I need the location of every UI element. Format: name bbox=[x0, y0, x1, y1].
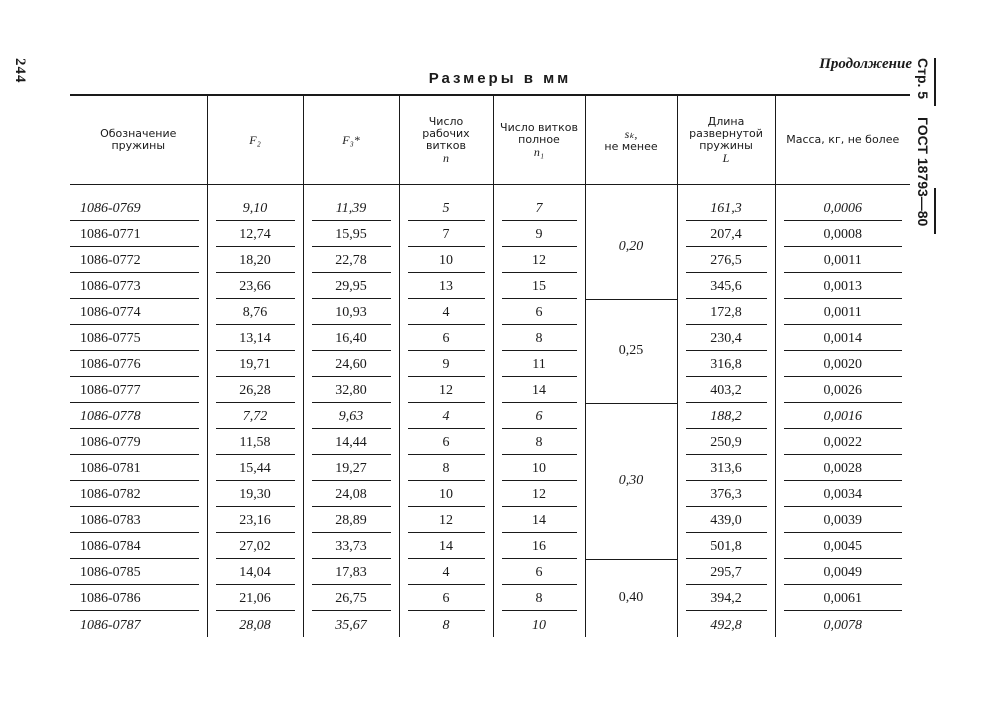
cell-total-coils-value: 16 bbox=[502, 536, 577, 559]
cell-designation-value: 1086-0785 bbox=[70, 562, 199, 585]
cell-length bbox=[677, 403, 775, 429]
cell-f3 bbox=[303, 377, 399, 403]
cell-length bbox=[677, 377, 775, 403]
cell-mass bbox=[775, 221, 910, 247]
cell-working-coils-value: 7 bbox=[408, 224, 485, 247]
cell-working-coils bbox=[399, 221, 493, 247]
cell-mass bbox=[775, 585, 910, 611]
header-f2 bbox=[207, 95, 303, 185]
cell-mass-value: 0,0049 bbox=[784, 562, 903, 585]
cell-total-coils-value: 8 bbox=[502, 328, 577, 351]
cell-designation-value: 1086-0769 bbox=[70, 198, 199, 221]
cell-f2 bbox=[207, 611, 303, 637]
cell-f2 bbox=[207, 377, 303, 403]
cell-total-coils bbox=[493, 403, 585, 429]
cell-total-coils-value: 12 bbox=[502, 484, 577, 507]
cell-total-coils-value: 12 bbox=[502, 250, 577, 273]
table-row bbox=[70, 507, 910, 533]
cell-designation-value: 1086-0782 bbox=[70, 484, 199, 507]
cell-length-value: 376,3 bbox=[686, 484, 767, 507]
cell-length bbox=[677, 533, 775, 559]
cell-total-coils bbox=[493, 247, 585, 273]
cell-total-coils-value: 10 bbox=[502, 458, 577, 481]
cell-working-coils bbox=[399, 377, 493, 403]
cell-f3-value: 29,95 bbox=[312, 276, 391, 299]
header-total-coils-label: Число витков полное bbox=[500, 120, 578, 146]
header-working-coils bbox=[399, 95, 493, 185]
cell-mass-value: 0,0022 bbox=[784, 432, 903, 455]
cell-f3-value: 9,63 bbox=[312, 406, 391, 429]
cell-f2 bbox=[207, 325, 303, 351]
cell-mass-value: 0,0016 bbox=[784, 406, 903, 429]
page-number: 244 bbox=[12, 58, 28, 84]
cell-sk-group: 0,40 bbox=[585, 559, 677, 637]
cell-mass bbox=[775, 351, 910, 377]
cell-f2-value: 12,74 bbox=[216, 224, 295, 247]
cell-mass-value: 0,0011 bbox=[784, 302, 903, 325]
table-row bbox=[70, 377, 910, 403]
cell-f3 bbox=[303, 559, 399, 585]
cell-f2-value: 23,16 bbox=[216, 510, 295, 533]
cell-mass bbox=[775, 299, 910, 325]
cell-designation bbox=[70, 273, 207, 299]
cell-f2-value: 19,30 bbox=[216, 484, 295, 507]
cell-mass-value: 0,0011 bbox=[784, 250, 903, 273]
cell-f2 bbox=[207, 455, 303, 481]
cell-f3 bbox=[303, 299, 399, 325]
cell-mass-value: 0,0014 bbox=[784, 328, 903, 351]
cell-length-value: 188,2 bbox=[686, 406, 767, 429]
table-row bbox=[70, 247, 910, 273]
cell-designation bbox=[70, 247, 207, 273]
cell-length-value: 230,4 bbox=[686, 328, 767, 351]
cell-working-coils-value: 4 bbox=[408, 302, 485, 325]
header-working-coils-symbol: n bbox=[443, 150, 449, 165]
side-header-page: Стр. 5 bbox=[915, 58, 931, 100]
table-row bbox=[70, 273, 910, 299]
cell-f2 bbox=[207, 403, 303, 429]
cell-mass-value: 0,0028 bbox=[784, 458, 903, 481]
cell-f2-value: 26,28 bbox=[216, 380, 295, 403]
cell-mass bbox=[775, 185, 910, 222]
header-f2-label: F₂ bbox=[249, 132, 261, 147]
cell-total-coils bbox=[493, 185, 585, 222]
cell-length bbox=[677, 325, 775, 351]
dimensions-title: Размеры в мм bbox=[428, 70, 572, 87]
cell-designation bbox=[70, 611, 207, 637]
table-row bbox=[70, 325, 910, 351]
cell-total-coils bbox=[493, 611, 585, 637]
cell-working-coils-value: 14 bbox=[408, 536, 485, 559]
header-length bbox=[677, 95, 775, 185]
cell-f2 bbox=[207, 299, 303, 325]
cell-f2-value: 8,76 bbox=[216, 302, 295, 325]
cell-f3-value: 35,67 bbox=[335, 618, 367, 633]
cell-mass bbox=[775, 481, 910, 507]
cell-mass-value: 0,0013 bbox=[784, 276, 903, 299]
cell-f2 bbox=[207, 247, 303, 273]
cell-f3-value: 19,27 bbox=[312, 458, 391, 481]
cell-working-coils bbox=[399, 507, 493, 533]
cell-mass bbox=[775, 247, 910, 273]
cell-f3 bbox=[303, 481, 399, 507]
cell-working-coils bbox=[399, 429, 493, 455]
cell-mass bbox=[775, 507, 910, 533]
cell-designation-value: 1086-0781 bbox=[70, 458, 199, 481]
cell-designation bbox=[70, 377, 207, 403]
cell-length-value: 295,7 bbox=[686, 562, 767, 585]
cell-f2 bbox=[207, 221, 303, 247]
cell-total-coils bbox=[493, 455, 585, 481]
cell-length-value: 394,2 bbox=[686, 588, 767, 611]
cell-f3 bbox=[303, 247, 399, 273]
cell-designation bbox=[70, 533, 207, 559]
cell-working-coils-value: 4 bbox=[408, 562, 485, 585]
table-header-row bbox=[70, 95, 910, 185]
cell-f2 bbox=[207, 185, 303, 222]
header-f3 bbox=[303, 95, 399, 185]
cell-length-value: 161,3 bbox=[686, 198, 767, 221]
cell-mass-value: 0,0026 bbox=[784, 380, 903, 403]
cell-f2-value: 15,44 bbox=[216, 458, 295, 481]
cell-f2-value: 13,14 bbox=[216, 328, 295, 351]
header-total-coils-symbol: n₁ bbox=[533, 144, 545, 159]
table-row bbox=[70, 611, 910, 637]
side-rule-top bbox=[934, 58, 936, 106]
header-mass: Масса, кг, не более bbox=[775, 95, 910, 185]
cell-length-value: 250,9 bbox=[686, 432, 767, 455]
cell-mass-value: 0,0006 bbox=[784, 198, 903, 221]
cell-length bbox=[677, 299, 775, 325]
side-header-standard: ГОСТ 18793—80 bbox=[915, 116, 931, 227]
cell-designation-value: 1086-0779 bbox=[70, 432, 199, 455]
cell-f2 bbox=[207, 481, 303, 507]
cell-length-value: 276,5 bbox=[686, 250, 767, 273]
cell-working-coils-value: 6 bbox=[408, 432, 485, 455]
cell-total-coils bbox=[493, 559, 585, 585]
table-row bbox=[70, 455, 910, 481]
cell-mass-value: 0,0008 bbox=[784, 224, 903, 247]
header-f3-label: F₃* bbox=[342, 132, 360, 147]
table-row bbox=[70, 351, 910, 377]
cell-designation-value: 1086-0777 bbox=[70, 380, 199, 403]
cell-length bbox=[677, 481, 775, 507]
cell-f2 bbox=[207, 507, 303, 533]
cell-f3 bbox=[303, 403, 399, 429]
cell-designation bbox=[70, 403, 207, 429]
cell-mass-value: 0,0020 bbox=[784, 354, 903, 377]
cell-working-coils-value: 5 bbox=[408, 198, 485, 221]
cell-f3-value: 24,08 bbox=[312, 484, 391, 507]
cell-f3-value: 33,73 bbox=[312, 536, 391, 559]
cell-f3 bbox=[303, 221, 399, 247]
cell-f3-value: 15,95 bbox=[312, 224, 391, 247]
cell-designation-value: 1086-0771 bbox=[70, 224, 199, 247]
cell-f3 bbox=[303, 273, 399, 299]
cell-total-coils bbox=[493, 429, 585, 455]
table-row bbox=[70, 585, 910, 611]
header-length-label: Длина развернутой пружины bbox=[689, 114, 763, 152]
cell-working-coils-value: 8 bbox=[442, 618, 450, 633]
cell-sk-group: 0,30 bbox=[585, 403, 677, 559]
cell-f3-value: 17,83 bbox=[312, 562, 391, 585]
cell-total-coils bbox=[493, 507, 585, 533]
cell-length-value: 313,6 bbox=[686, 458, 767, 481]
side-header bbox=[915, 58, 931, 308]
cell-total-coils-value: 8 bbox=[502, 588, 577, 611]
cell-length-value: 501,8 bbox=[686, 536, 767, 559]
cell-total-coils-value: 15 bbox=[502, 276, 577, 299]
cell-f2-value: 19,71 bbox=[216, 354, 295, 377]
cell-working-coils-value: 6 bbox=[408, 328, 485, 351]
cell-f3-value: 26,75 bbox=[312, 588, 391, 611]
cell-designation bbox=[70, 325, 207, 351]
cell-f3 bbox=[303, 429, 399, 455]
cell-f3-value: 28,89 bbox=[312, 510, 391, 533]
cell-length-value: 492,8 bbox=[710, 618, 742, 633]
cell-f2 bbox=[207, 533, 303, 559]
cell-f2-value: 28,08 bbox=[239, 618, 271, 633]
cell-total-coils-value: 7 bbox=[502, 198, 577, 221]
cell-designation bbox=[70, 481, 207, 507]
cell-f2 bbox=[207, 585, 303, 611]
cell-working-coils-value: 6 bbox=[408, 588, 485, 611]
cell-length bbox=[677, 611, 775, 637]
cell-length-value: 439,0 bbox=[686, 510, 767, 533]
cell-working-coils-value: 12 bbox=[408, 510, 485, 533]
cell-f3-value: 22,78 bbox=[312, 250, 391, 273]
cell-f2 bbox=[207, 429, 303, 455]
cell-designation bbox=[70, 299, 207, 325]
cell-f2-value: 27,02 bbox=[216, 536, 295, 559]
cell-f3 bbox=[303, 325, 399, 351]
header-sk-symbol: sₖ, bbox=[624, 126, 638, 141]
cell-mass-value: 0,0039 bbox=[784, 510, 903, 533]
cell-working-coils-value: 10 bbox=[408, 250, 485, 273]
cell-length bbox=[677, 585, 775, 611]
cell-f3 bbox=[303, 507, 399, 533]
cell-total-coils bbox=[493, 377, 585, 403]
table-row bbox=[70, 533, 910, 559]
cell-mass-value: 0,0061 bbox=[784, 588, 903, 611]
cell-length-value: 403,2 bbox=[686, 380, 767, 403]
cell-length bbox=[677, 559, 775, 585]
cell-total-coils bbox=[493, 585, 585, 611]
table-row bbox=[70, 299, 910, 325]
cell-f2-value: 14,04 bbox=[216, 562, 295, 585]
cell-mass-value: 0,0045 bbox=[784, 536, 903, 559]
cell-designation bbox=[70, 429, 207, 455]
cell-designation bbox=[70, 455, 207, 481]
cell-working-coils bbox=[399, 185, 493, 222]
cell-working-coils bbox=[399, 299, 493, 325]
cell-working-coils bbox=[399, 273, 493, 299]
cell-mass bbox=[775, 377, 910, 403]
cell-length bbox=[677, 273, 775, 299]
cell-designation-value: 1086-0773 bbox=[70, 276, 199, 299]
cell-working-coils bbox=[399, 403, 493, 429]
cell-f2-value: 9,10 bbox=[216, 198, 295, 221]
cell-designation-value: 1086-0776 bbox=[70, 354, 199, 377]
cell-working-coils bbox=[399, 611, 493, 637]
cell-total-coils bbox=[493, 299, 585, 325]
cell-length bbox=[677, 351, 775, 377]
cell-designation-value: 1086-0783 bbox=[70, 510, 199, 533]
cell-f2-value: 7,72 bbox=[216, 406, 295, 429]
cell-mass bbox=[775, 325, 910, 351]
cell-total-coils-value: 10 bbox=[532, 618, 546, 633]
cell-working-coils bbox=[399, 533, 493, 559]
cell-length bbox=[677, 429, 775, 455]
cell-working-coils-value: 13 bbox=[408, 276, 485, 299]
cell-working-coils bbox=[399, 481, 493, 507]
cell-total-coils-value: 6 bbox=[502, 562, 577, 585]
cell-f3-value: 11,39 bbox=[312, 198, 391, 221]
cell-sk-group: 0,20 bbox=[585, 185, 677, 300]
cell-length bbox=[677, 221, 775, 247]
spring-dimensions-table bbox=[70, 94, 910, 637]
cell-working-coils bbox=[399, 455, 493, 481]
cell-working-coils-value: 9 bbox=[408, 354, 485, 377]
cell-total-coils-value: 14 bbox=[502, 510, 577, 533]
cell-designation-value: 1086-0784 bbox=[70, 536, 199, 559]
cell-total-coils bbox=[493, 481, 585, 507]
cell-mass bbox=[775, 533, 910, 559]
cell-mass bbox=[775, 429, 910, 455]
cell-f2-value: 23,66 bbox=[216, 276, 295, 299]
cell-f3 bbox=[303, 585, 399, 611]
cell-working-coils bbox=[399, 247, 493, 273]
header-working-coils-label: Число рабочих витков bbox=[422, 114, 470, 152]
cell-length bbox=[677, 507, 775, 533]
table-row bbox=[70, 559, 910, 585]
cell-designation-value: 1086-0774 bbox=[70, 302, 199, 325]
cell-designation bbox=[70, 221, 207, 247]
cell-length-value: 207,4 bbox=[686, 224, 767, 247]
cell-f3-value: 10,93 bbox=[312, 302, 391, 325]
cell-total-coils bbox=[493, 325, 585, 351]
cell-total-coils bbox=[493, 221, 585, 247]
cell-designation bbox=[70, 185, 207, 222]
cell-length-value: 172,8 bbox=[686, 302, 767, 325]
cell-mass bbox=[775, 403, 910, 429]
cell-total-coils-value: 11 bbox=[502, 354, 577, 377]
cell-total-coils-value: 6 bbox=[502, 406, 577, 429]
cell-f2-value: 18,20 bbox=[216, 250, 295, 273]
cell-sk-group: 0,25 bbox=[585, 299, 677, 403]
cell-f3-value: 24,60 bbox=[312, 354, 391, 377]
table-row bbox=[70, 185, 910, 222]
cell-designation bbox=[70, 585, 207, 611]
cell-designation-value: 1086-0786 bbox=[70, 588, 199, 611]
cell-working-coils-value: 10 bbox=[408, 484, 485, 507]
cell-f3 bbox=[303, 611, 399, 637]
header-total-coils bbox=[493, 95, 585, 185]
cell-length bbox=[677, 455, 775, 481]
cell-total-coils-value: 14 bbox=[502, 380, 577, 403]
cell-f2-value: 21,06 bbox=[216, 588, 295, 611]
cell-working-coils-value: 12 bbox=[408, 380, 485, 403]
side-rule-bottom bbox=[934, 188, 936, 234]
cell-f3-value: 16,40 bbox=[312, 328, 391, 351]
cell-f3-value: 32,80 bbox=[312, 380, 391, 403]
cell-designation-value: 1086-0778 bbox=[70, 406, 199, 429]
cell-designation bbox=[70, 559, 207, 585]
cell-mass bbox=[775, 611, 910, 637]
cell-total-coils bbox=[493, 533, 585, 559]
cell-designation bbox=[70, 507, 207, 533]
cell-f2 bbox=[207, 273, 303, 299]
table-row bbox=[70, 481, 910, 507]
cell-working-coils bbox=[399, 325, 493, 351]
cell-working-coils bbox=[399, 585, 493, 611]
header-length-symbol: L bbox=[722, 150, 730, 165]
cell-designation-value: 1086-0787 bbox=[80, 618, 141, 633]
header-sk-label: не менее bbox=[604, 139, 658, 153]
cell-designation-value: 1086-0772 bbox=[70, 250, 199, 273]
cell-total-coils bbox=[493, 273, 585, 299]
cell-mass-value: 0,0034 bbox=[784, 484, 903, 507]
cell-f3 bbox=[303, 351, 399, 377]
cell-designation-value: 1086-0775 bbox=[70, 328, 199, 351]
table-row bbox=[70, 429, 910, 455]
cell-f3 bbox=[303, 455, 399, 481]
cell-total-coils bbox=[493, 351, 585, 377]
cell-designation bbox=[70, 351, 207, 377]
cell-working-coils-value: 8 bbox=[408, 458, 485, 481]
cell-length-value: 316,8 bbox=[686, 354, 767, 377]
table-row bbox=[70, 403, 910, 429]
cell-mass-value: 0,0078 bbox=[823, 618, 862, 633]
cell-length bbox=[677, 185, 775, 222]
cell-working-coils-value: 4 bbox=[408, 406, 485, 429]
cell-mass bbox=[775, 455, 910, 481]
cell-length bbox=[677, 247, 775, 273]
cell-total-coils-value: 9 bbox=[502, 224, 577, 247]
cell-mass bbox=[775, 559, 910, 585]
cell-working-coils bbox=[399, 559, 493, 585]
cell-f2-value: 11,58 bbox=[216, 432, 295, 455]
cell-length-value: 345,6 bbox=[686, 276, 767, 299]
cell-mass bbox=[775, 273, 910, 299]
cell-f3 bbox=[303, 185, 399, 222]
table-row bbox=[70, 221, 910, 247]
cell-f2 bbox=[207, 559, 303, 585]
cell-f3 bbox=[303, 533, 399, 559]
continuation-label: Продолжение bbox=[819, 56, 912, 72]
cell-f3-value: 14,44 bbox=[312, 432, 391, 455]
cell-working-coils bbox=[399, 351, 493, 377]
header-sk bbox=[585, 95, 677, 185]
cell-total-coils-value: 8 bbox=[502, 432, 577, 455]
cell-total-coils-value: 6 bbox=[502, 302, 577, 325]
header-designation: Обозначение пружины bbox=[70, 95, 207, 185]
cell-f2 bbox=[207, 351, 303, 377]
